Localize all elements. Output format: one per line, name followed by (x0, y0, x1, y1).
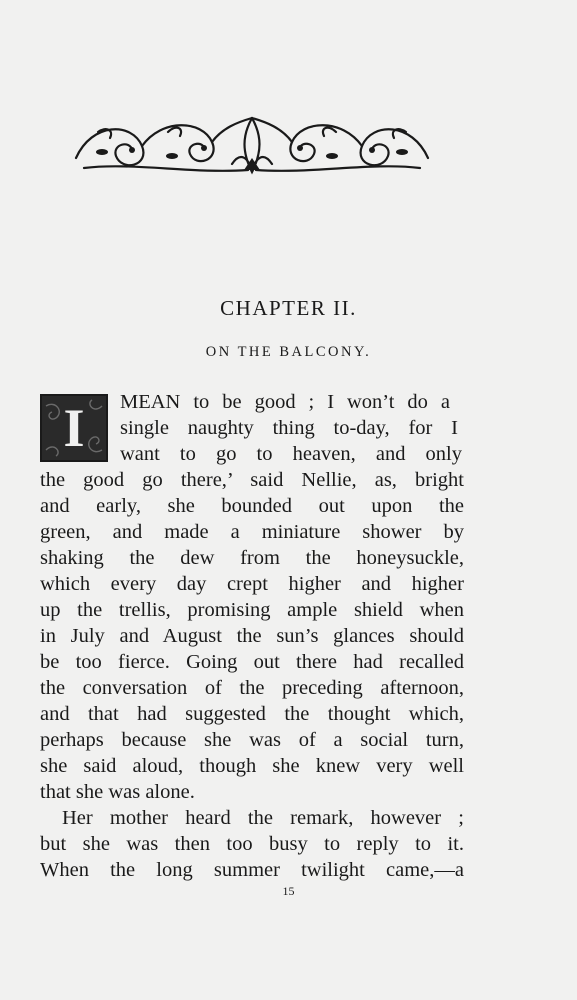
text-line: shaking the dew from the honeysuckle, (40, 547, 464, 569)
text-line: the conversation of the preceding afternoon, (40, 677, 464, 699)
ornamental-drop-cap (40, 394, 108, 462)
chapter-title: CHAPTER II. (220, 296, 357, 320)
chapter-subtitle: ON THE BALCONY. (205, 344, 372, 360)
text-line: When the long summer twilight came,—a (40, 859, 464, 881)
text-line: and early, she bounded out upon the (40, 495, 464, 517)
text-line: green, and made a miniature shower by (40, 521, 464, 543)
text-line: and that had suggested the thought which, (40, 703, 464, 725)
text-line: MEAN to be good ; I won’t do a (120, 391, 450, 413)
text-line: Her mother heard the remark, however ; (62, 807, 464, 829)
text-line: perhaps because she was of a social turn, (40, 729, 464, 751)
drop-cap-letter: I (63, 398, 85, 458)
decorative-headpiece-ornament (72, 112, 432, 176)
text-line: she said aloud, though she knew very well (40, 755, 464, 777)
text-line: be too fierce. Going out there had recalled (40, 651, 464, 673)
text-line: in July and August the sun’s glances should (40, 625, 464, 647)
text-line: up the trellis, promising ample shield when (40, 599, 464, 621)
text-line: want to go to heaven, and only (120, 443, 462, 465)
page-number: 15 (282, 884, 295, 898)
text-line: the good go there,’ said Nellie, as, bright (40, 469, 464, 491)
text-line: but she was then too busy to reply to it. (40, 833, 464, 855)
text-line: which every day crept higher and higher (40, 573, 464, 595)
text-line: that she was alone. (40, 781, 195, 803)
text-line: single naughty thing to-day, for I (120, 417, 458, 439)
